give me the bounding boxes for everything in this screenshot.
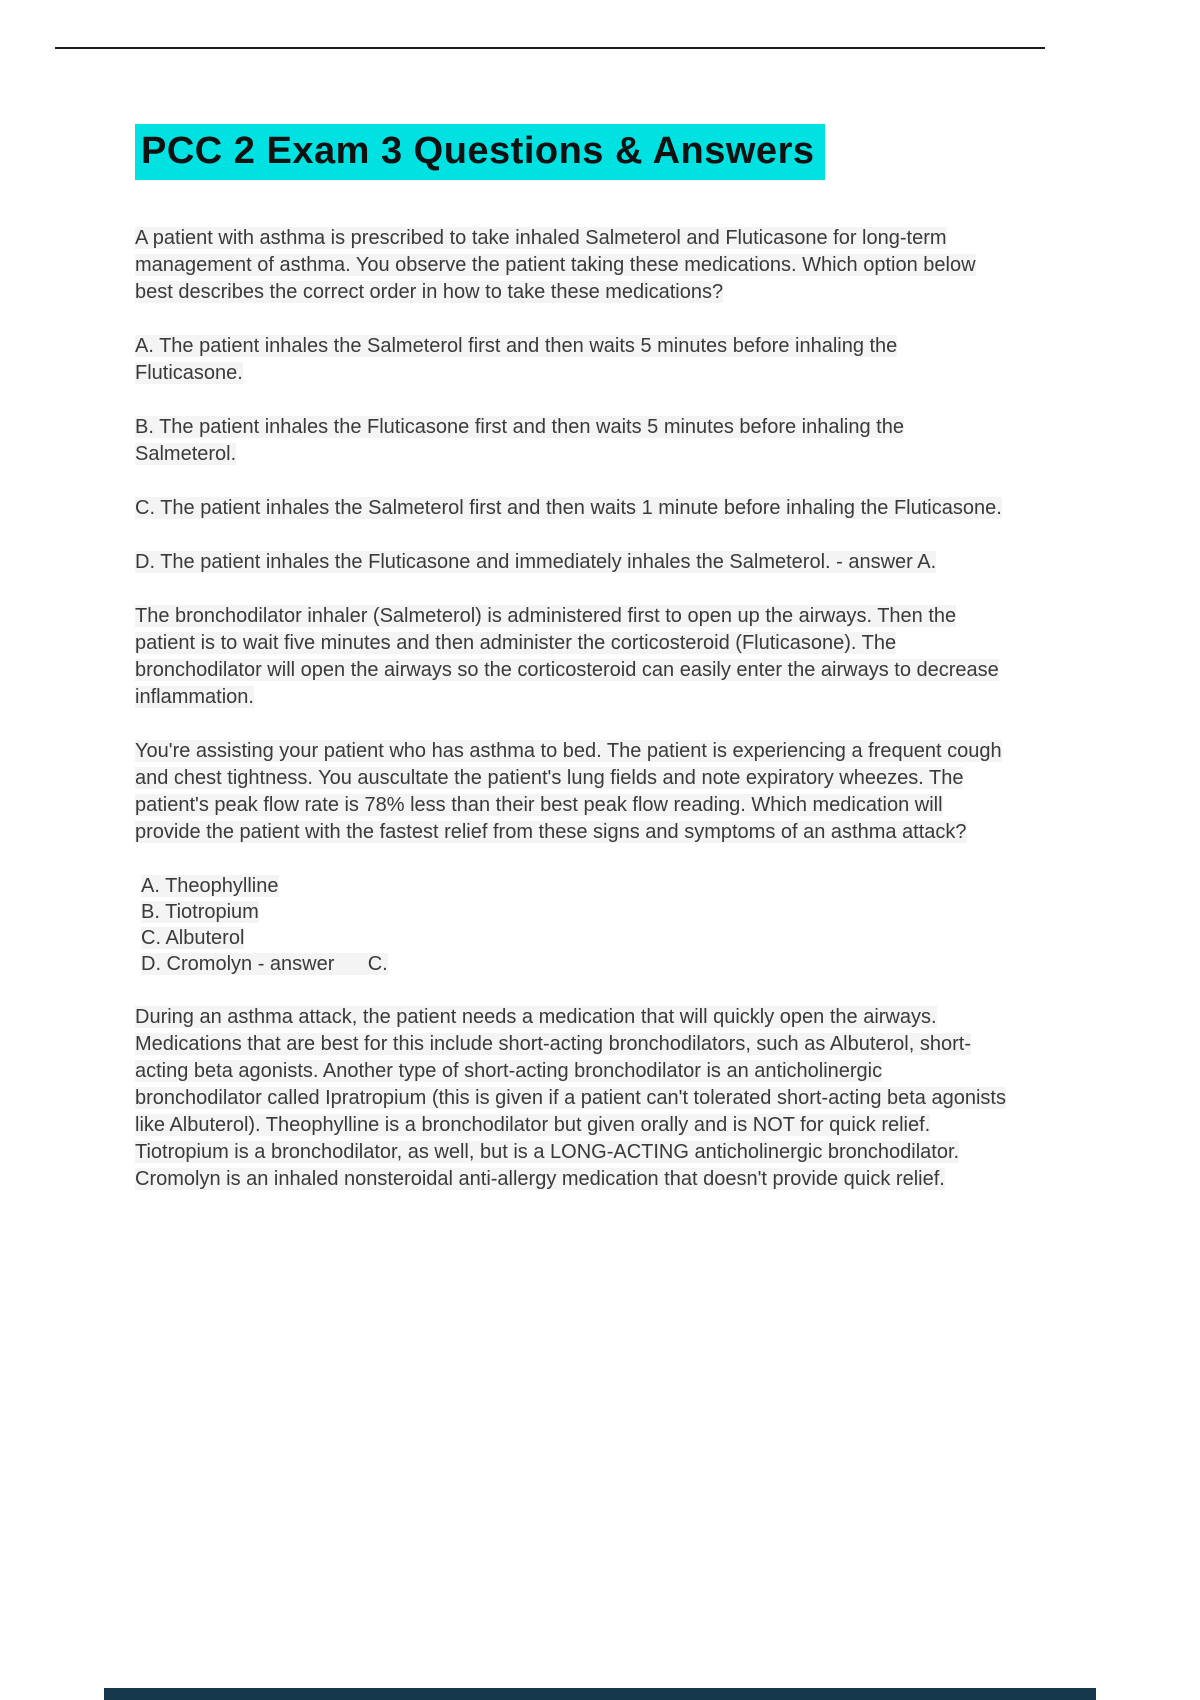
explanation-2: During an asthma attack, the patient needs a medication that will quickly open the airways. Medications that are best for this include short-acting bronchodilators, such as Albuterol, short-acting beta agonists. Another type of short-acting bronchodilator is an anticholinergic bronchodilator called Ipratropium (this is given if a patient can't tolerated short-acting beta agonists like Albuterol). Theophylline is a bronchodilator but given orally and is NOT for quick relief. Tiotropium is a bronchodilator, as well, but is a LONG-ACTING anticholinergic bronchodilator. Cromolyn is an inhaled nonsteroidal anti-allergy medication that doesn't provide quick relief. [135, 1006, 1006, 1190]
page-title-highlight: PCC 2 Exam 3 Questions & Answers [135, 124, 825, 180]
question-2-option-a: A. Theophylline [141, 875, 279, 897]
explanation-1: The bronchodilator inhaler (Salmeterol) is administered first to open up the airways. Then the patient is to wait five minutes and then administer the corticosteroid (Fluticasone). The bronchodilator will open the airways so the corticosteroid can easily enter the airways to decrease inflammation. [135, 605, 999, 708]
header-rule [55, 47, 1045, 49]
question-2: You're assisting your patient who has asthma to bed. The patient is experiencing a frequent cough and chest tightness. You auscultate the patient's lung fields and note expiratory wheezes. The patient's peak flow rate is 78% less than their best peak flow reading. Which medication will provide the patient with the fastest relief from these signs and symptoms of an asthma attack? [135, 740, 1002, 843]
question-2-option-d-with-answer: D. Cromolyn - answer C. [141, 953, 388, 975]
question-2-options-list [135, 873, 1007, 977]
question-2-option-c: C. Albuterol [141, 927, 245, 949]
question-1-option-d-with-answer: D. The patient inhales the Fluticasone and immediately inhales the Salmeterol. - answer A. [135, 551, 937, 573]
footer-bar [104, 1688, 1096, 1700]
question-1-option-a: A. The patient inhales the Salmeterol first and then waits 5 minutes before inhaling the Fluticasone. [135, 335, 898, 384]
question-1: A patient with asthma is prescribed to take inhaled Salmeterol and Fluticasone for long-term management of asthma. You observe the patient taking these medications. Which option below best describes the correct order in how to take these medications? [135, 227, 976, 303]
question-2-option-b: B. Tiotropium [141, 901, 259, 923]
question-1-option-b: B. The patient inhales the Fluticasone first and then waits 5 minutes before inhaling the Salmeterol. [135, 416, 904, 465]
document-content [135, 130, 1007, 1220]
question-1-option-c: C. The patient inhales the Salmeterol first and then waits 1 minute before inhaling the Fluticasone. [135, 497, 1002, 519]
page-title [135, 130, 1007, 173]
